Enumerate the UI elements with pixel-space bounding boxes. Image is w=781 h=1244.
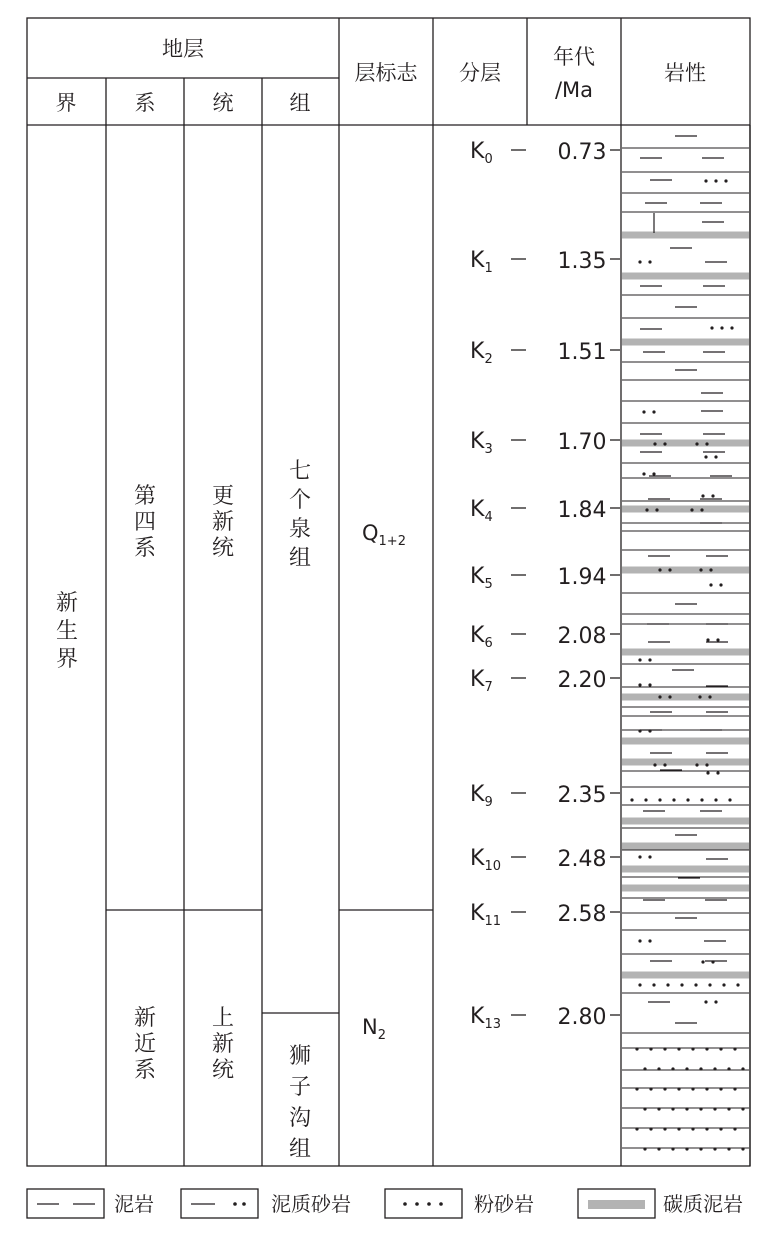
system-label-quaternary-char: 系 [133,536,157,561]
age-label: 2.48 [557,847,607,872]
silt-dot [699,1067,702,1070]
layer-label: $K_7$ [470,667,493,695]
silt-dot [643,1107,646,1110]
layer-label: $K_5$ [470,564,493,592]
silt-dot [695,442,698,445]
silt-dot [727,1147,730,1150]
silt-dot [663,1087,666,1090]
silt-dot [635,1047,638,1050]
silt-dot [649,1047,652,1050]
silt-dot [708,695,711,698]
header-col-era: 界 [55,91,77,115]
silt-dot [638,939,641,942]
silt-dot [713,1147,716,1150]
silt-dot [733,1047,736,1050]
silt-dot [695,763,698,766]
silt-dot [708,983,711,986]
silt-dot [705,1087,708,1090]
layer-label: $K_{10}$ [470,846,501,874]
silt-dot [643,1067,646,1070]
legend-grey-band [588,1200,645,1209]
carbonaceous-mudstone-band [622,972,749,979]
silt-dot [663,763,666,766]
silt-dot [736,983,739,986]
legend-dot [242,1202,246,1206]
carbonaceous-mudstone-band [622,759,749,766]
system-label-neogene-char: 近 [133,1032,157,1057]
era-label-char: 界 [55,647,79,672]
silt-dot [704,1000,707,1003]
age-label: 2.35 [557,783,607,808]
silt-dot [649,1127,652,1130]
silt-dot [699,568,702,571]
silt-dot [711,494,714,497]
header-col-series: 统 [212,91,234,115]
silt-dot [713,1067,716,1070]
silt-dot [705,442,708,445]
silt-dot [704,179,707,182]
silt-dot [680,983,683,986]
formation-label-qigequan-char: 七 [288,459,312,484]
silt-dot [657,1067,660,1070]
age-label: 1.51 [557,340,607,365]
silt-dot [691,1127,694,1130]
system-label-quaternary-char: 四 [133,510,157,535]
silt-dot [709,583,712,586]
silt-dot [652,410,655,413]
silt-dot [719,1127,722,1130]
lithology-column [622,136,749,1151]
silt-dot [648,658,651,661]
silt-dot [668,568,671,571]
layer-label: $K_{13}$ [470,1004,501,1032]
silt-dot [716,771,719,774]
silt-dot [709,568,712,571]
silt-dot [705,1047,708,1050]
header [56,37,707,115]
legend-dot [415,1202,419,1206]
formation-label-shizigou-char: 沟 [288,1106,312,1131]
silt-dot [716,638,719,641]
header-col-system: 系 [134,91,156,115]
series-label-pleistocene-char: 新 [211,510,235,535]
era-label-char: 新 [55,591,79,616]
silt-dot [658,798,661,801]
silt-dot [648,683,651,686]
silt-dot [638,683,641,686]
silt-dot [638,729,641,732]
legend-item-mudstone [27,1189,154,1218]
layer-label: $K_6$ [470,623,493,651]
silt-dot [727,1107,730,1110]
carbonaceous-mudstone-band [622,506,749,513]
formation-label-shizigou-char: 狮 [288,1044,312,1069]
silt-dot [733,1127,736,1130]
silt-dot [701,960,704,963]
layer-label: $K_{11}$ [470,901,501,929]
formation-label-shizigou-char: 子 [288,1075,312,1100]
layer-label: $K_9$ [470,782,493,810]
layer-label: $K_2$ [470,339,493,367]
age-label: 1.94 [557,565,607,590]
legend-dot [233,1202,237,1206]
silt-dot [668,695,671,698]
silt-dot [671,1067,674,1070]
legend [27,1189,743,1218]
carbonaceous-mudstone-band [622,738,749,745]
formation-label-qigequan-char: 个 [288,488,312,513]
formation-label-shizigou [289,1044,311,1162]
silt-dot [714,798,717,801]
silt-dot [728,798,731,801]
silt-dot [677,1127,680,1130]
series-label-pliocene-char: 上 [211,1006,235,1031]
silt-dot [690,508,693,511]
carbonaceous-mudstone-band [622,339,749,346]
silt-dot [719,1047,722,1050]
legend-dot [427,1202,431,1206]
silt-dot [686,798,689,801]
silt-dot [694,983,697,986]
silt-dot [727,1067,730,1070]
silt-dot [643,1147,646,1150]
silt-dot [645,508,648,511]
silt-dot [648,729,651,732]
system-label-quaternary [134,484,156,561]
silt-dot [652,983,655,986]
series-label-pleistocene [212,484,234,561]
silt-dot [677,1087,680,1090]
layer-label: $K_3$ [470,429,493,457]
silt-dot [700,508,703,511]
layer-rows [470,139,620,1032]
formation-label-qigequan-char: 泉 [288,517,312,542]
era-label-char: 生 [55,619,79,644]
silt-dot [685,1147,688,1150]
silt-dot [638,658,641,661]
header-age-line2: /Ma [554,78,594,102]
age-label: 2.58 [557,902,607,927]
formation-label-qigequan [289,459,311,571]
silt-dot [713,1107,716,1110]
header-age-line1: 年代 [553,45,595,69]
silt-dot [655,508,658,511]
silt-dot [653,442,656,445]
system-label-quaternary-char: 第 [133,484,157,509]
age-label: 0.73 [557,140,607,165]
silt-dot [700,798,703,801]
silt-dot [649,1087,652,1090]
silt-dot [705,763,708,766]
carbonaceous-mudstone-band [622,567,749,574]
series-label-pliocene-char: 统 [211,1058,235,1083]
silt-dot [638,855,641,858]
series-label-pleistocene-char: 统 [211,536,235,561]
silt-dot [685,1107,688,1110]
silt-dot [642,410,645,413]
legend-item-carbonaceous-mudstone [578,1189,743,1218]
silt-dot [714,1000,717,1003]
silt-dot [666,983,669,986]
silt-dot [741,1147,744,1150]
layer-label: $K_0$ [470,139,493,167]
silt-dot [710,326,713,329]
system-label-neogene-char: 新 [133,1006,157,1031]
legend-label: 碳质泥岩 [663,1192,743,1216]
silt-dot [671,1107,674,1110]
silt-dot [714,455,717,458]
era-label [56,591,78,672]
system-label-neogene-char: 系 [133,1058,157,1083]
marker-label: $N_2$ [362,1015,386,1043]
legend-dot [403,1202,407,1206]
silt-dot [657,1147,660,1150]
silt-dot [638,983,641,986]
carbonaceous-mudstone-band [622,649,749,656]
silt-dot [701,494,704,497]
silt-dot [698,695,701,698]
silt-dot [635,1127,638,1130]
silt-dot [741,1067,744,1070]
silt-dot [711,960,714,963]
carbonaceous-mudstone-band [622,843,749,850]
silt-dot [663,442,666,445]
header-group-title: 地层 [162,37,204,61]
header-lithology: 岩性 [664,61,706,85]
series-label-pleistocene-char: 更 [211,484,235,509]
series-label-pliocene-char: 新 [211,1032,235,1057]
silt-dot [706,638,709,641]
silt-dot [699,1147,702,1150]
silt-dot [704,455,707,458]
silt-dot [741,1107,744,1110]
silt-dot [691,1047,694,1050]
silt-dot [722,983,725,986]
silt-dot [733,1087,736,1090]
silt-dot [724,179,727,182]
silt-dot [719,1087,722,1090]
legend-item-argillaceous-sandstone [181,1189,351,1218]
carbonaceous-mudstone-band [622,866,749,873]
silt-dot [638,260,641,263]
silt-dot [648,939,651,942]
silt-dot [657,1107,660,1110]
legend-label: 泥岩 [114,1192,154,1216]
series-label-pliocene [212,1006,234,1083]
silt-dot [730,326,733,329]
silt-dot [705,1127,708,1130]
legend-item-siltstone [385,1189,534,1218]
silt-dot [644,798,647,801]
silt-dot [648,260,651,263]
silt-dot [691,1087,694,1090]
carbonaceous-mudstone-band [622,818,749,825]
age-label: 2.08 [557,624,607,649]
carbonaceous-mudstone-band [622,885,749,892]
silt-dot [663,1127,666,1130]
silt-dot [635,1087,638,1090]
age-label: 1.70 [557,430,607,455]
silt-dot [658,695,661,698]
layer-label: $K_4$ [470,497,493,525]
system-label-neogene [134,1006,156,1083]
silt-dot [663,1047,666,1050]
legend-label: 泥质砂岩 [271,1192,351,1216]
silt-dot [672,798,675,801]
formation-label-shizigou-char: 组 [288,1137,312,1162]
silt-dot [677,1047,680,1050]
silt-dot [671,1147,674,1150]
header-marker: 层标志 [354,61,418,85]
silt-dot [652,472,655,475]
age-label: 2.20 [557,668,607,693]
header-col-formation: 组 [289,91,311,115]
silt-dot [714,179,717,182]
stratigraphic-markers [362,521,406,1043]
silt-dot [642,472,645,475]
table-grid [27,18,750,1166]
carbonaceous-mudstone-band [622,440,749,447]
silt-dot [720,326,723,329]
silt-dot [719,583,722,586]
marker-label: $Q_{1+2}$ [362,521,406,549]
legend-dot [439,1202,443,1206]
legend-swatch [385,1189,462,1218]
silt-dot [630,798,633,801]
carbonaceous-mudstone-band [622,232,749,239]
silt-dot [648,855,651,858]
silt-dot [653,763,656,766]
age-label: 1.84 [557,498,607,523]
age-label: 2.80 [557,1005,607,1030]
carbonaceous-mudstone-band [622,273,749,280]
silt-dot [706,771,709,774]
silt-dot [699,1107,702,1110]
silt-dot [685,1067,688,1070]
silt-dot [658,568,661,571]
age-label: 1.35 [557,249,607,274]
legend-label: 粉砂岩 [474,1192,534,1216]
carbonaceous-mudstone-band [622,694,749,701]
layer-label: $K_1$ [470,248,493,276]
header-layer: 分层 [459,61,501,85]
formation-label-qigequan-char: 组 [288,546,312,571]
